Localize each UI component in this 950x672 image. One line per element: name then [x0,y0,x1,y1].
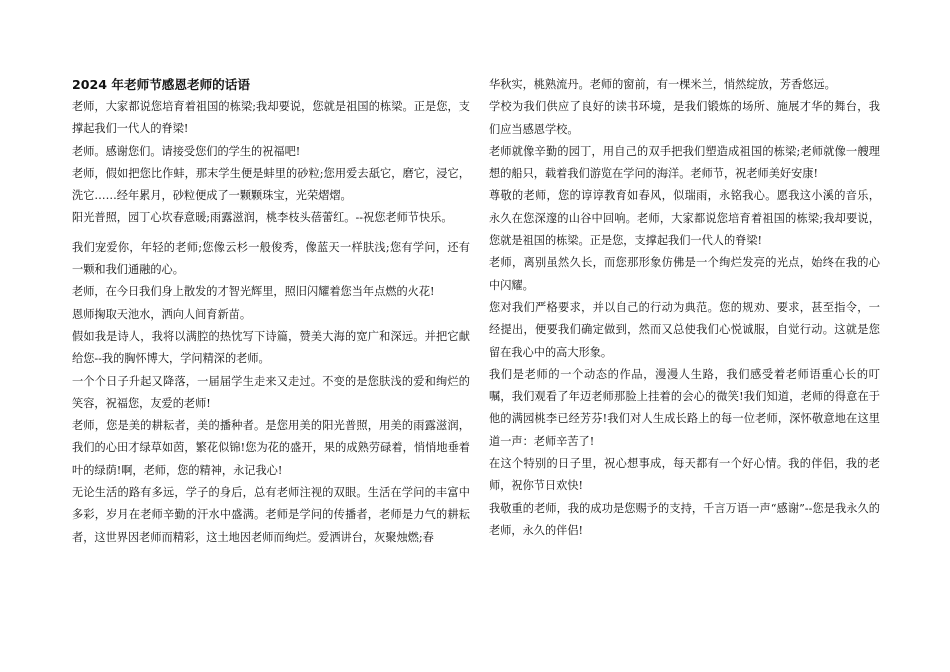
paragraph: 阳光普照，园丁心坎春意暖;雨露滋润，桃李枝头蓓蕾红。--祝您老师节快乐。 [72,211,453,225]
paragraph: 我敬重的老师，我的成功是您赐予的支持，千言万语一声“感谢”--您是我永久的老师，永久的伴侣! [489,501,880,537]
paragraph: 老师，假如把您比作蚌，那末学生便是蚌里的砂粒;您用爱去舐它，磨它，浸它，洗它……经年累月，砂粒便成了一颗颗珠宝，光荣熠熠。 [72,166,470,203]
paragraph: 学校为我们供应了良好的读书环境，是我们锻炼的场所、施展才华的舞台，我们应当感恩学校。 [489,100,880,136]
right-column [489,74,880,542]
paragraph: 尊敬的老师，您的谆谆教育如春风，似瑞雨，永铭我心。愿我这小溪的音乐，永久在您深邃的山谷中回响。老师，大家都说您培育着祖国的栋梁;我却要说，您就是祖国的栋梁。正是您，支撑起我们一代人的脊梁! [489,189,880,248]
paragraph: 老师，离别虽然久长，而您那形象仿佛是一个绚烂发亮的光点，始终在我的心中闪耀。 [489,256,880,292]
paragraph: 无论生活的路有多远，学子的身后，总有老师注视的双眼。生活在学问的丰富中多彩，岁月在老师辛勤的汗水中盛满。老师是学问的传播者，老师是力气的耕耘者，这世界因老师而精彩，这土地因老师而绚烂。爱洒讲台，灰聚烛燃;春 [72,486,470,544]
document-title: 2024 年老师节感恩老师的话语 [72,77,250,92]
paragraph: 老师就像辛勤的园丁，用自己的双手把我们塑造成祖国的栋梁;老师就像一艘理想的船只，载着我们游览在学问的海洋。老师节，祝老师美好安康! [489,144,880,181]
paragraph: 老师，大家都说您培育着祖国的栋梁;我却要说，您就是祖国的栋梁。正是您，支撑起我们一代人的脊梁! [72,100,470,136]
paragraph: 我们是老师的一个动态的作品，漫漫人生路，我们感受着老师语重心长的叮嘱，我们观看了年迈老师那脸上挂着的会心的微笑!我们知道，老师的得意在于他的满园桃李已经芳芬!我们对人生成长路上的每一位老师，深怀敬意地在这里道一声：老师辛苦了! [489,367,880,448]
paragraph: 在这个特别的日子里，祝心想事成，每天都有一个好心情。我的伴侣，我的老师，祝你节日欢快! [489,457,880,493]
paragraph: 您对我们严格要求，并以自己的行动为典范。您的规劝、要求，甚至指令，一经提出，便要我们确定做到，然而又总使我们心悦诚服，自觉行动。这就是您留在我心中的高大形象。 [489,300,880,359]
left-column [72,74,470,549]
paragraph: 恩师掬取天池水，洒向人间育新苗。 [72,307,252,321]
paragraph: 华秋实，桃熟流丹。老师的窗前，有一棵米兰，悄然绽放，芳香悠远。 [489,78,836,91]
paragraph: 我们宠爱你，年轻的老师;您像云杉一般俊秀，像蓝天一样肤浅;您有学问，还有一颗和我们通融的心。 [72,240,470,277]
paragraph: 老师，您是美的耕耘者，美的播种者。是您用美的阳光普照，用美的雨露滋润，我们的心田才绿草如茵，繁花似锦!您为花的盛开，果的成熟劳碌着，悄悄地垂着叶的绿荫!啊，老师，您的精神，永记我心! [72,419,470,477]
paragraph: 老师，在今日我们身上散发的才智光辉里，照旧闪耀着您当年点燃的火花! [72,285,435,299]
paragraph: 假如我是诗人，我将以满腔的热忱写下诗篇，赞美大海的宽广和深远。并把它献给您--我的胸怀博大，学问精深的老师。 [72,329,470,366]
paragraph: 老师。感谢您们。请接受您们的学生的祝福吧! [72,144,301,158]
paragraph: 一个个日子升起又降落，一届届学生走来又走过。不变的是您肤浅的爱和绚烂的笑容，祝福您，友爱的老师! [72,374,470,410]
